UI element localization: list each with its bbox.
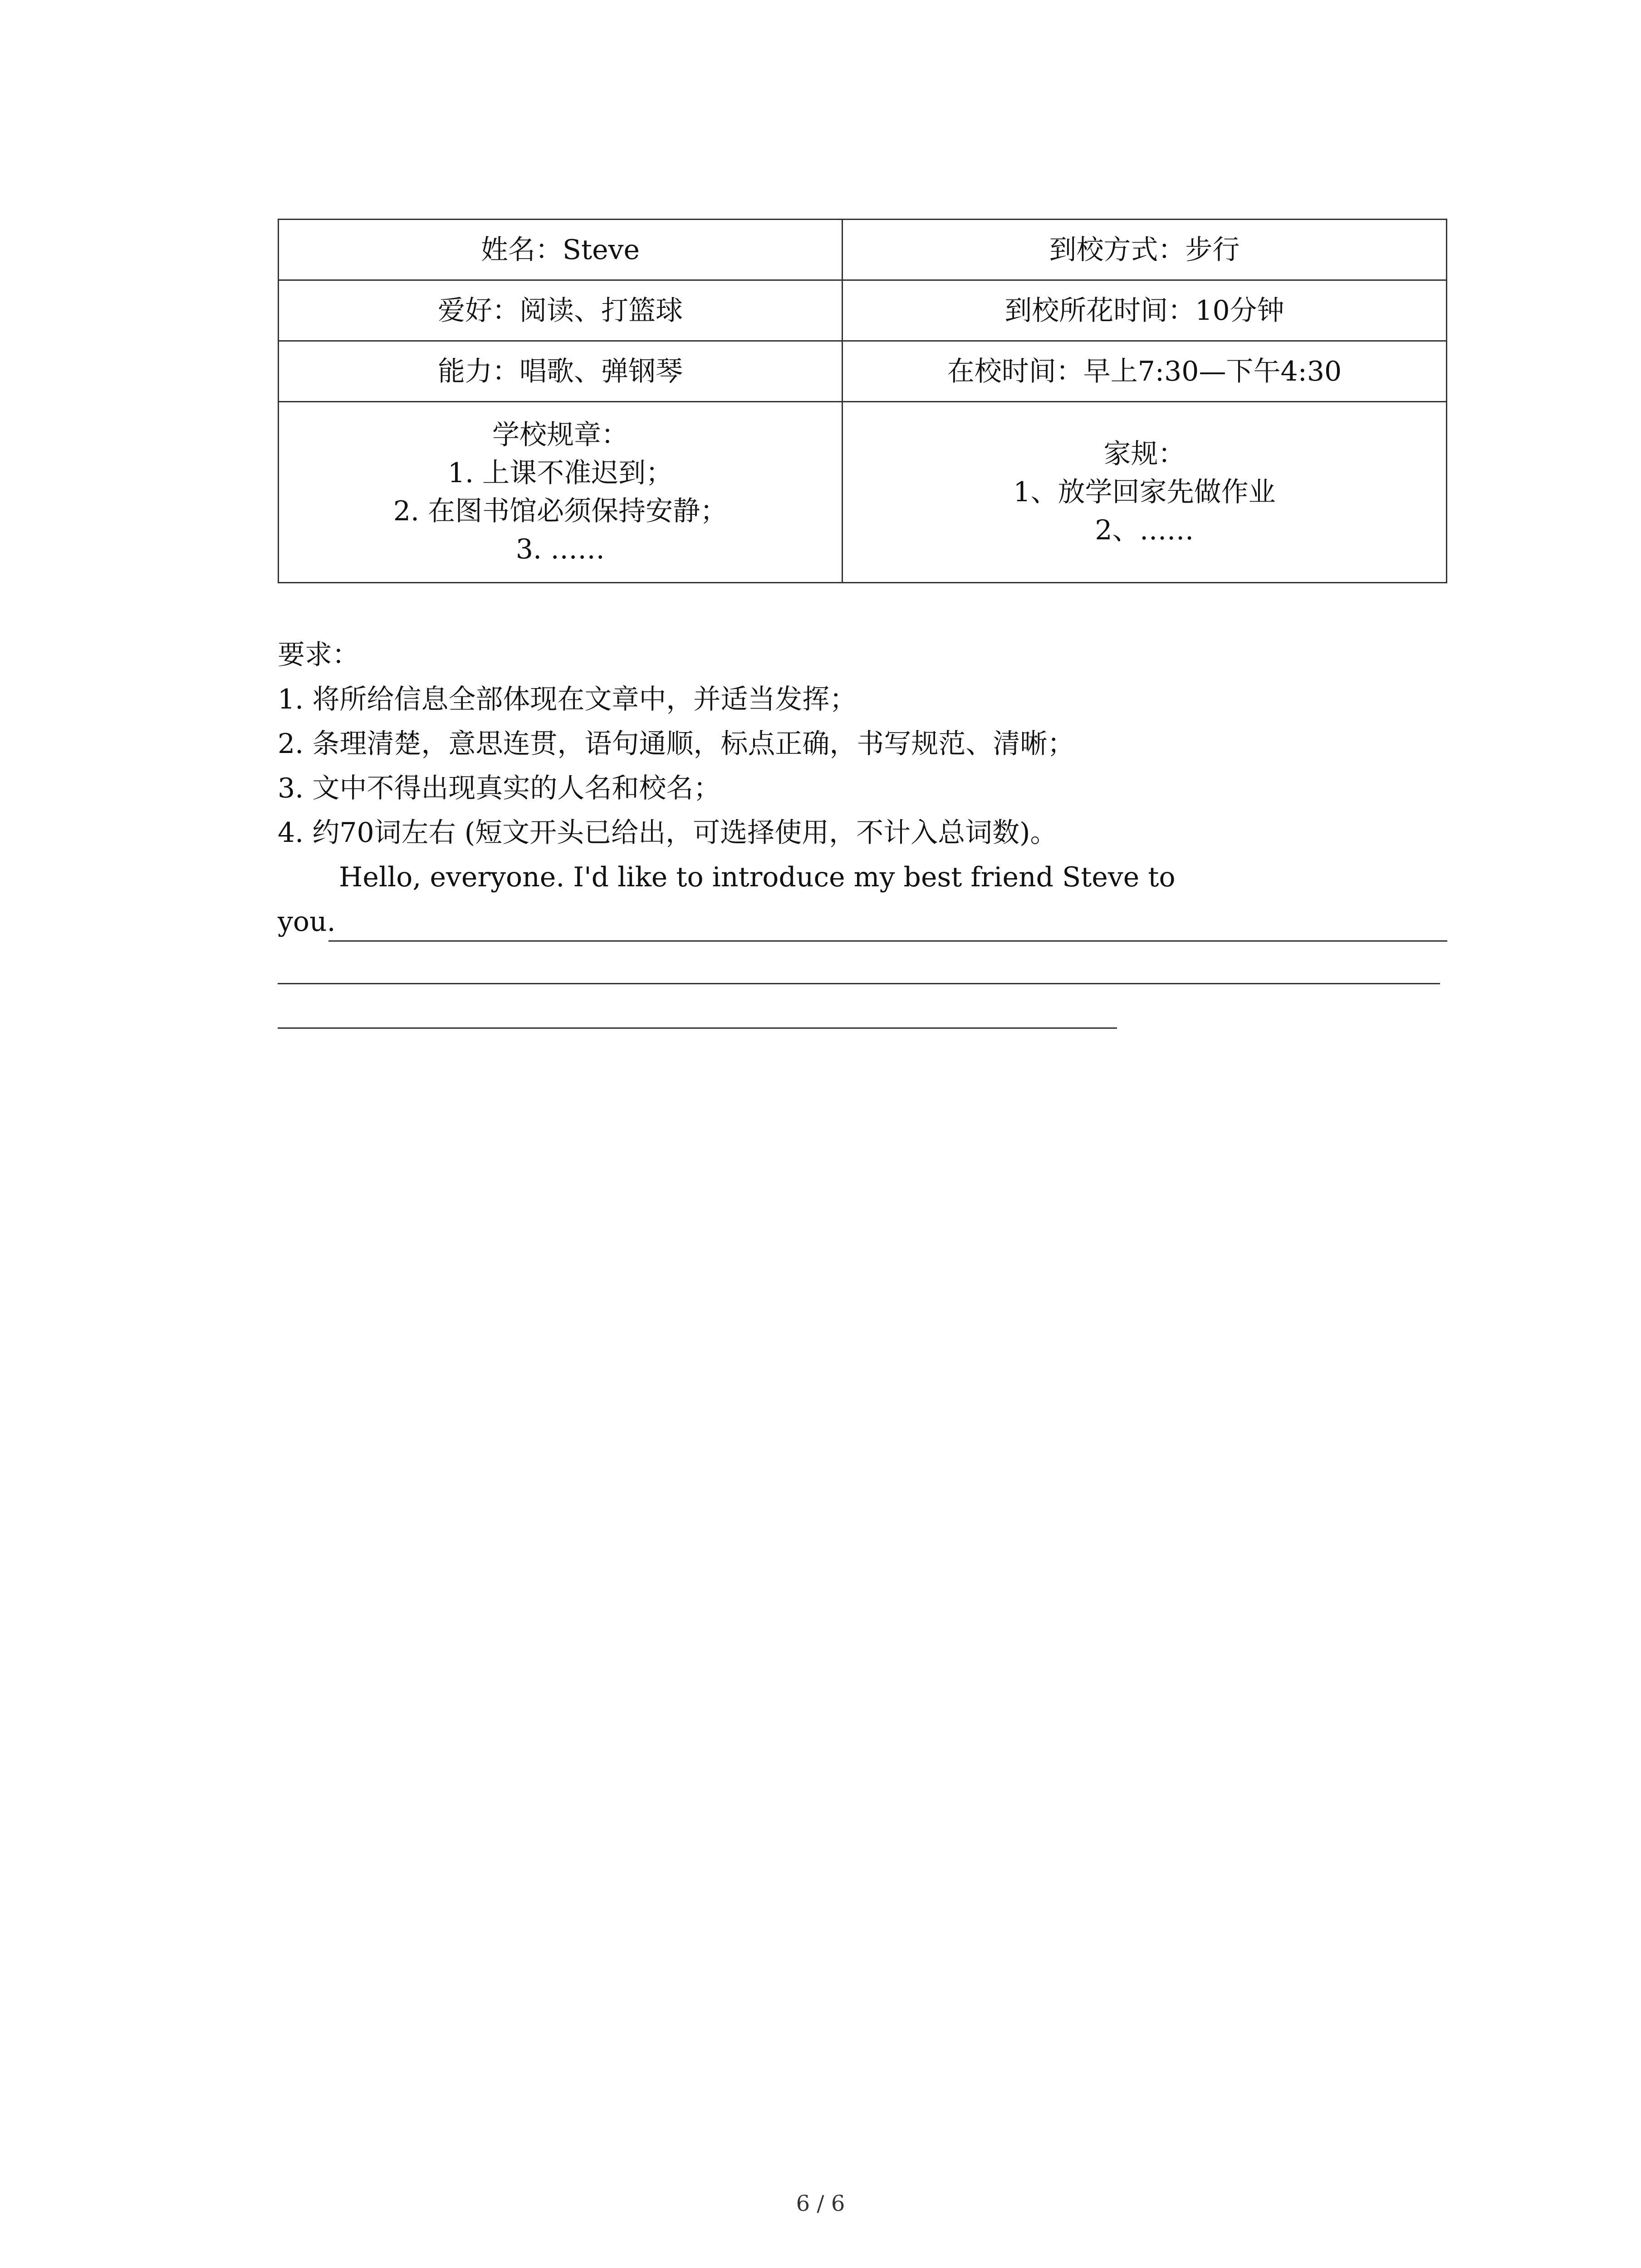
- info-table: [278, 219, 1447, 583]
- table-row: [279, 280, 1447, 341]
- table-row: [279, 220, 1447, 280]
- answer-row: [278, 988, 1457, 1033]
- name-cell: 姓名：Steve: [279, 220, 843, 280]
- school-rule-item: 3. ……: [515, 533, 605, 565]
- school-hours-cell: 在校时间：早上7:30—下午4:30: [843, 341, 1447, 402]
- family-rule-item: 2、……: [1095, 514, 1194, 546]
- requirements-section: [278, 633, 1457, 1033]
- essay-opening-continuation: you.: [278, 906, 336, 938]
- requirement-item: 2. 条理清楚，意思连贯，语句通顺，标点正确，书写规范、清晰；: [278, 728, 1075, 760]
- answer-line[interactable]: [328, 899, 1447, 942]
- school-rule-item: 1. 上课不准迟到；: [447, 457, 673, 489]
- school-rules-heading: 学校规章：: [492, 419, 628, 451]
- answer-row: [278, 899, 1457, 944]
- commute-cell: 到校方式：步行: [843, 220, 1447, 280]
- answer-line[interactable]: [278, 988, 1117, 1029]
- essay-opening: Hello, everyone. I'd like to introduce my best friend Steve to: [339, 861, 1176, 893]
- commute-time-cell: 到校所花时间：10分钟: [843, 280, 1447, 341]
- school-rules-cell: [279, 402, 843, 583]
- requirement-item: 1. 将所给信息全部体现在文章中，并适当发挥；: [278, 684, 857, 715]
- table-row: [279, 341, 1447, 402]
- ability-cell: 能力：唱歌、弹钢琴: [279, 341, 843, 402]
- hobby-cell: 爱好：阅读、打篮球: [279, 280, 843, 341]
- table-row: [279, 402, 1447, 583]
- page-number: 6 / 6: [796, 2191, 845, 2216]
- requirement-item: 4. 约70词左右 (短文开头已给出，可选择使用，不计入总词数)。: [278, 817, 1058, 849]
- family-rule-item: 1、放学回家先做作业: [1013, 476, 1276, 508]
- answer-line[interactable]: [278, 944, 1440, 984]
- answer-row: [278, 944, 1457, 988]
- requirements-heading: 要求：: [278, 639, 359, 671]
- family-rules-cell: [843, 402, 1447, 583]
- family-rules-heading: 家规：: [1103, 438, 1185, 470]
- school-rule-item: 2. 在图书馆必须保持安静；: [393, 495, 728, 527]
- requirement-item: 3. 文中不得出现真实的人名和校名；: [278, 772, 721, 804]
